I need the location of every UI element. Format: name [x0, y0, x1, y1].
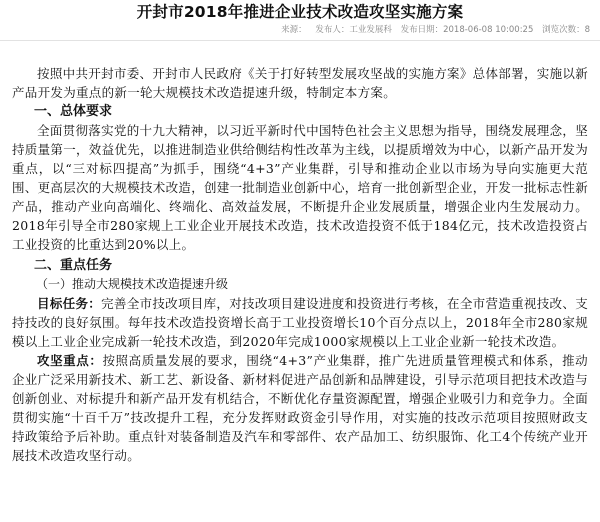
meta-publisher: 发布人：工业发展科 — [315, 25, 392, 35]
focus-text: 按照高质量发展的要求，围绕“4+3”产业集群，推广先进质量管理模式和体系，推动企业广泛采用新技术、新工艺、新设备、新材料促进产品创新和品牌建设，引导示范项目把技术改造与创新创业、对标提升和新产品开发有机结合，不断优化存量资源配置，增强企业吸引力和竞争力。全面贯彻实施“十百千万”技改提升工程，充分发挥财政资金引导作用，对实施的技改示范项目按照财政支持政策给予后补助。重点针对装备制造及汽车和零部件、农产品加工、纺织服饰、化工4个传统产业开展技术改造攻坚行动。 — [12, 353, 589, 463]
goal-label: 目标任务： — [37, 296, 102, 311]
general-requirements-paragraph: 全面贯彻落实党的十九大精神，以习近平新时代中国特色社会主义思想为指导，围绕发展理念，坚持质量第一，效益优先，以推进制造业供给侧结构性改革为主线，以提质增效为中心，以新产品开发为重点，以“三对标四提高”为抓手，围绕“4+3”产业集群，引导和推动企业以市场为导向实施更大范围、更高层次的大规模技术改造，创建一批制造业创新中心，培育一批创新型企业，开发一批标志性新产品，推动产业向高端化、终端化、高效益发展，不断提升企业发展质量，增强企业内生发展动力。2018年引导全市280家规上工业企业开展技术改造，技术改造投资不低于184亿元，技术改造投资占工业投资的比重达到20%以上。 — [12, 123, 589, 252]
article-body — [12, 64, 588, 465]
subsection-heading-upgrade: （一）推动大规模技术改造提速升级 — [36, 277, 229, 291]
section-heading-tasks: 二、重点任务 — [34, 258, 113, 273]
meta-source: 来源： — [281, 25, 307, 35]
focus-paragraph — [12, 351, 588, 465]
article-meta — [275, 24, 590, 36]
focus-label: 攻坚重点： — [37, 353, 103, 368]
meta-date: 发布日期：2018-06-08 10:00:25 — [400, 25, 534, 35]
intro-paragraph: 按照中共开封市委、开封市人民政府《关于打好转型发展攻坚战的实施方案》总体部署，实施以新产品开发为重点的新一轮大规模技术改造提速升级，特制定本方案。 — [12, 66, 588, 100]
meta-views: 浏览次数：8 — [542, 25, 590, 35]
goal-text: 完善全市技改项目库，对技改项目建设进度和投资进行考核，在全市营造重视技改、支持技改的良好氛围。每年技术改造投资增长高于工业投资增长10个百分点以上，2018年全市280家规模以上工业企业完成新一轮技术改造，到2020年完成1000家规模以上工业企业新一轮技术改造。 — [12, 296, 588, 349]
title-divider — [0, 40, 600, 41]
goal-paragraph — [12, 294, 588, 351]
section-heading-general: 一、总体要求 — [34, 104, 113, 119]
article-title: 开封市2018年推进企业技术改造攻坚实施方案 — [136, 3, 464, 21]
